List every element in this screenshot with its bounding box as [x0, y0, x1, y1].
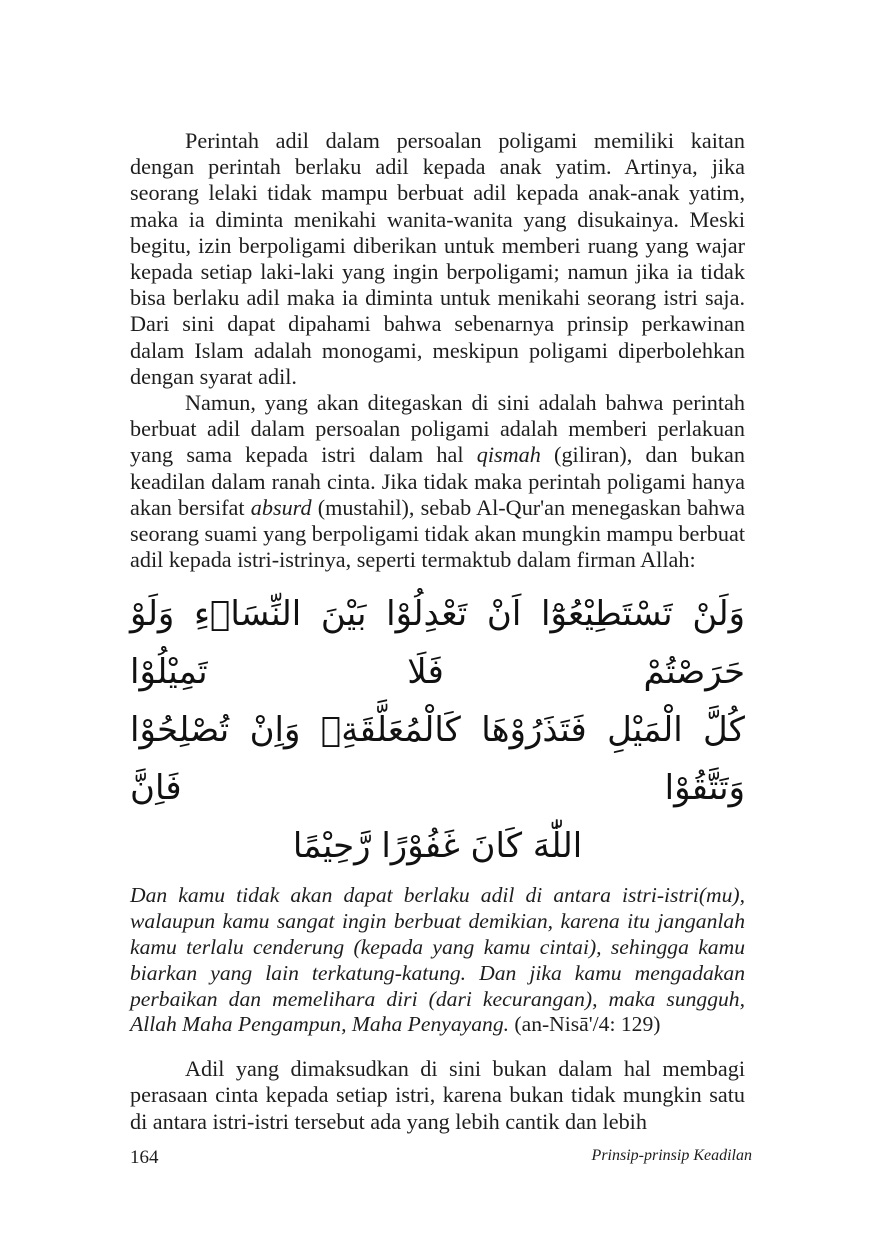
- paragraph-2: [130, 390, 745, 573]
- term-qismah: qismah: [476, 442, 541, 468]
- paragraph-1: Perintah adil dalam persoalan poligami memiliki kaitan dengan perintah berlaku adil kepada anak yatim. Artinya, jika seorang lelaki tidak mampu berbuat adil kepada anak-anak yatim, maka ia diminta menikahi wanita-wanita yang disukainya. Meski begitu, izin berpoligami diberikan untuk memberi ruang yang wajar kepada setiap laki-laki yang ingin berpoligami; namun jika ia tidak bisa berlaku adil maka ia diminta untuk menikahi seorang istri saja. Dari sini dapat dipahami bahwa sebenarnya prinsip perkawinan dalam Islam adalah monogami, meskipun poligami diperbolehkan dengan syarat adil.: [130, 128, 745, 389]
- verse-translation: [130, 883, 745, 1038]
- page-footer: [130, 1147, 752, 1171]
- translation-text: Dan kamu tidak akan dapat berlaku adil di antara istri-istri(mu), walaupun kamu sangat ingin berbuat demikian, karena itu janganlah kamu terlalu cenderung (kepada yang kamu cintai), sehingga kamu biarkan yang lain terkatung-katung. Dan jika kamu mengadakan perbaikan dan memelihara diri (dari kecurangan), maka sungguh, Allah Maha Pengampun, Maha Penyayang.: [130, 883, 745, 1037]
- page-content: [130, 128, 745, 1135]
- paragraph-2-text-b: (giliran), dan bukan keadilan dalam ranah cinta. Jika tidak maka perintah poligami hanya akan bersifat: [130, 442, 745, 520]
- verse-line-1: وَلَنْ تَسْتَطِيْعُوْٓا اَنْ تَعْدِلُوْا بَيْنَ النِّسَاۤءِ وَلَوْ حَرَصْتُمْ فَلَا تَمِيْلُوْا: [130, 594, 745, 693]
- verse-reference: (an-Nisā'/4: 129): [514, 1012, 661, 1037]
- paragraph-2-text-c: (mustahil), sebab Al-Qur'an menegaskan bahwa seorang suami yang berpoligami tidak akan mungkin mampu berbuat adil kepada istri-istrinya, seperti termaktub dalam firman Allah:: [130, 494, 746, 573]
- page-number: 164: [130, 1147, 159, 1168]
- verse-line-2: كُلَّ الْمَيْلِ فَتَذَرُوْهَا كَالْمُعَلَّقَةِۗ وَاِنْ تُصْلِحُوْا وَتَتَّقُوْا فَاِنَّ: [130, 710, 745, 809]
- term-absurd: absurd: [250, 494, 312, 520]
- quran-verse: [130, 585, 745, 875]
- paragraph-2-text-a: Namun, yang akan ditegaskan di sini adalah bahwa perintah berbuat adil dalam persoalan poligami adalah memberi perlakuan yang sama kepada istri dalam hal: [130, 390, 745, 468]
- running-title: Prinsip-prinsip Keadilan: [591, 1147, 752, 1164]
- verse-line-3: اللّٰهَ كَانَ غَفُوْرًا رَّحِيْمًا: [292, 826, 583, 867]
- paragraph-3: Adil yang dimaksudkan di sini bukan dalam hal membagi perasaan cinta kepada setiap istri, karena bukan tidak mungkin satu di antara istri-istri tersebut ada yang lebih cantik dan lebih: [130, 1056, 745, 1134]
